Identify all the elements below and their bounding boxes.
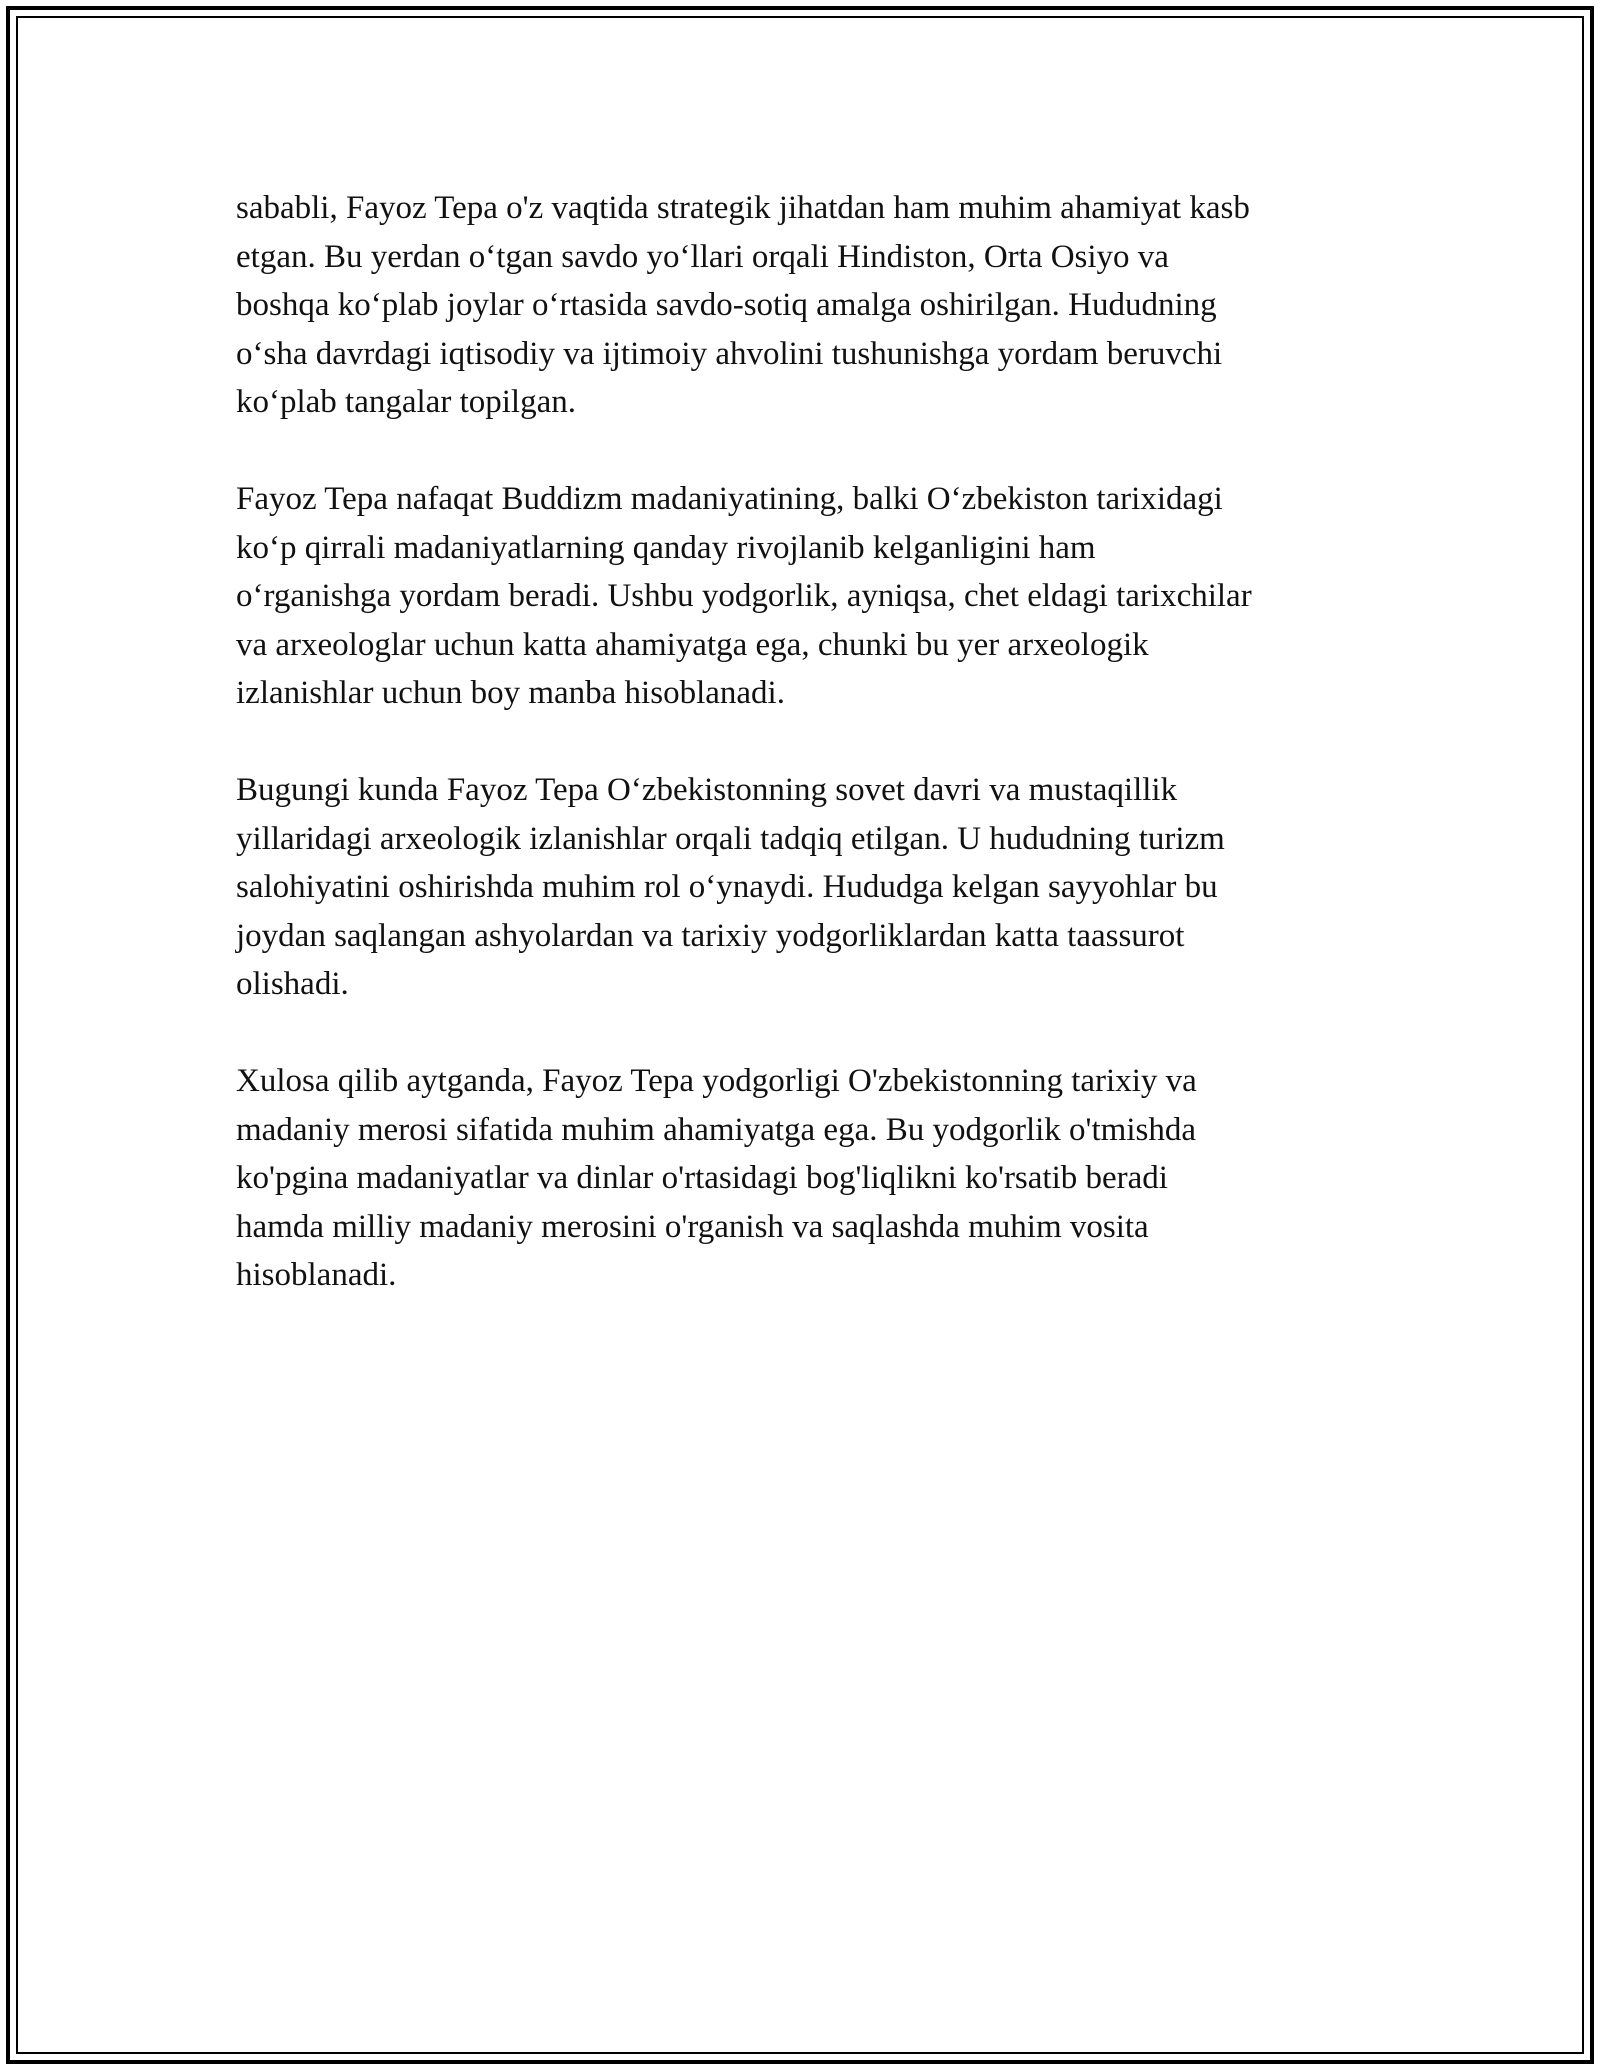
paragraph-line: hamda milliy madaniy merosini o'rganish va saqlashda muhim vosita [236,1208,1149,1245]
paragraph-line: Bugungi kunda Fayoz Tepa O‘zbekistonning sovet davri va mustaqillik [236,772,1178,808]
paragraph-line: yillaridagi arxeologik izlanishlar orqali tadqiq etilgan. U hududning turizm [236,820,1225,857]
paragraph-2 [236,475,1376,718]
paragraph-1 [236,184,1376,427]
paragraph-line: izlanishlar uchun boy manba hisoblanadi. [236,675,785,711]
paragraph-line: ko‘p qirrali madaniyatlarning qanday rivojlanib kelganligini ham [236,529,1096,566]
paragraph-line: boshqa ko‘plab joylar o‘rtasida savdo-sotiq amalga oshirilgan. Hududning [236,287,1217,323]
paragraph-line: olishadi. [236,966,349,1002]
paragraph-line: va arxeologlar uchun katta ahamiyatga ega, chunki bu yer arxeologik [236,626,1149,663]
paragraph-line: ko‘plab tangalar topilgan. [236,384,576,420]
paragraph-line: o‘sha davrdagi iqtisodiy va ijtimoiy ahvolini tushunishga yordam beruvchi [236,335,1223,372]
paragraph-line: hisoblanadi. [236,1257,397,1293]
paragraph-3 [236,766,1376,1009]
paragraph-4 [236,1057,1376,1300]
paragraph-line: ko'pgina madaniyatlar va dinlar o'rtasidagi bog'liqlikni ko'rsatib beradi [236,1160,1168,1196]
paragraph-line: madaniy merosi sifatida muhim ahamiyatga ega. Bu yodgorlik o'tmishda [236,1111,1196,1148]
paragraph-line: etgan. Bu yerdan o‘tgan savdo yo‘llari orqali Hindiston, Orta Osiyo va [236,238,1169,275]
paragraph-line: joydan saqlangan ashyolardan va tarixiy yodgorliklardan katta taassurot [236,917,1185,954]
paragraph-line: sababli, Fayoz Tepa o'z vaqtida strategik jihatdan ham muhim ahamiyat kasb [236,190,1250,226]
paragraph-line: Fayoz Tepa nafaqat Buddizm madaniyatining, balki O‘zbekiston tarixidagi [236,481,1223,517]
document-body [236,184,1376,1348]
paragraph-line: salohiyatini oshirishda muhim rol o‘ynaydi. Hududga kelgan sayyohlar bu [236,869,1218,905]
paragraph-line: Xulosa qilib aytganda, Fayoz Tepa yodgorligi O'zbekistonning tarixiy va [236,1063,1197,1099]
paragraph-line: o‘rganishga yordam beradi. Ushbu yodgorlik, ayniqsa, chet eldagi tarixchilar [236,578,1252,614]
